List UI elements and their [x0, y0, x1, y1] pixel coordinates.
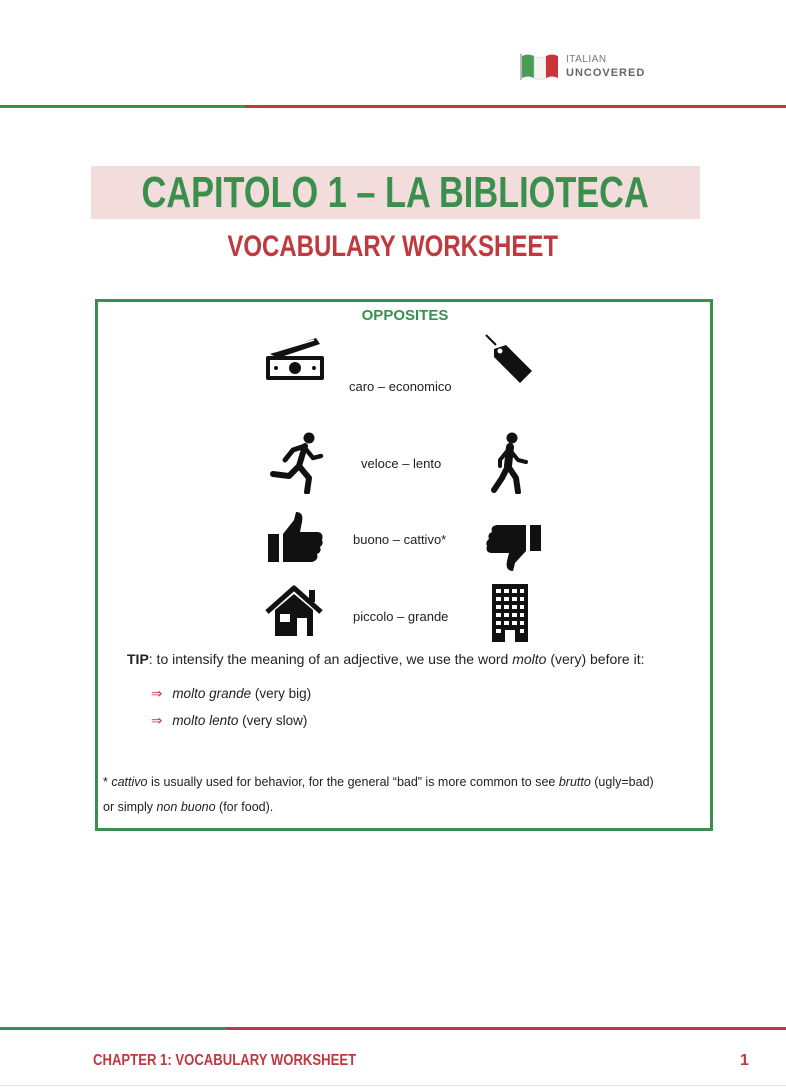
- pair-good-bad: buono – cattivo*: [353, 532, 447, 547]
- page-subtitle: VOCABULARY WORKSHEET: [227, 230, 559, 263]
- arrow-icon: ⇒: [151, 713, 163, 728]
- footnote-word-brutto: brutto: [558, 775, 591, 789]
- building-icon: [491, 584, 529, 642]
- tip-paragraph: [127, 651, 644, 667]
- footnote-word-cattivo: cattivo: [111, 775, 148, 789]
- pair-small-big: piccolo – grande: [353, 609, 449, 624]
- logo-text-top: ITALIAN: [566, 54, 607, 65]
- brand-logo: [518, 50, 658, 86]
- tip-text-after: (very) before it:: [546, 651, 645, 667]
- example-italian: molto lento: [172, 713, 239, 728]
- footnote-star: *: [103, 775, 108, 789]
- tip-text-before: : to intensify the meaning of an adjective, we use the word: [148, 651, 513, 667]
- house-icon: [263, 584, 325, 638]
- pair-expensive-cheap: caro – economico: [349, 379, 452, 394]
- footnote-line-1: [103, 775, 654, 789]
- header-divider: [0, 105, 786, 108]
- footnote-line2-before: or simply: [103, 800, 157, 814]
- tip-label: TIP: [127, 651, 149, 667]
- italian-flag-icon: [518, 52, 564, 82]
- title-band: [91, 166, 700, 219]
- logo-text-bottom: UNCOVERED: [566, 67, 646, 79]
- running-person-icon: [269, 432, 325, 494]
- bottom-edge-line: [0, 1085, 786, 1086]
- example-item: [151, 686, 311, 702]
- money-icon: [264, 334, 326, 382]
- page-number: 1: [740, 1052, 749, 1069]
- footnote-text-1: is usually used for behavior, for the general “bad” is more common to see: [147, 775, 559, 789]
- footer-title: CHAPTER 1: VOCABULARY WORKSHEET: [93, 1052, 357, 1069]
- pair-fast-slow: veloce – lento: [361, 456, 442, 471]
- footnote-word-non-buono: non buono: [156, 800, 216, 814]
- arrow-icon: ⇒: [151, 686, 163, 701]
- example-item: [151, 713, 307, 729]
- opposites-heading: OPPOSITES: [361, 307, 449, 324]
- thumbs-up-icon: [268, 512, 324, 564]
- example-english: (very big): [251, 686, 312, 701]
- example-english: (very slow): [238, 713, 308, 728]
- example-italian: molto grande: [172, 686, 252, 701]
- walking-person-icon: [488, 432, 532, 494]
- footnote-line2-after: (for food).: [215, 800, 274, 814]
- footnote-line-2: [103, 800, 273, 814]
- price-tag-icon: [484, 333, 536, 387]
- thumbs-down-icon: [485, 523, 541, 573]
- subtitle-container: [0, 230, 786, 264]
- tip-word: molto: [512, 651, 547, 667]
- footnote-text-2: (ugly=bad): [590, 775, 654, 789]
- footer-divider: [0, 1027, 786, 1030]
- page-title: CAPITOLO 1 – LA BIBLIOTECA: [141, 167, 650, 217]
